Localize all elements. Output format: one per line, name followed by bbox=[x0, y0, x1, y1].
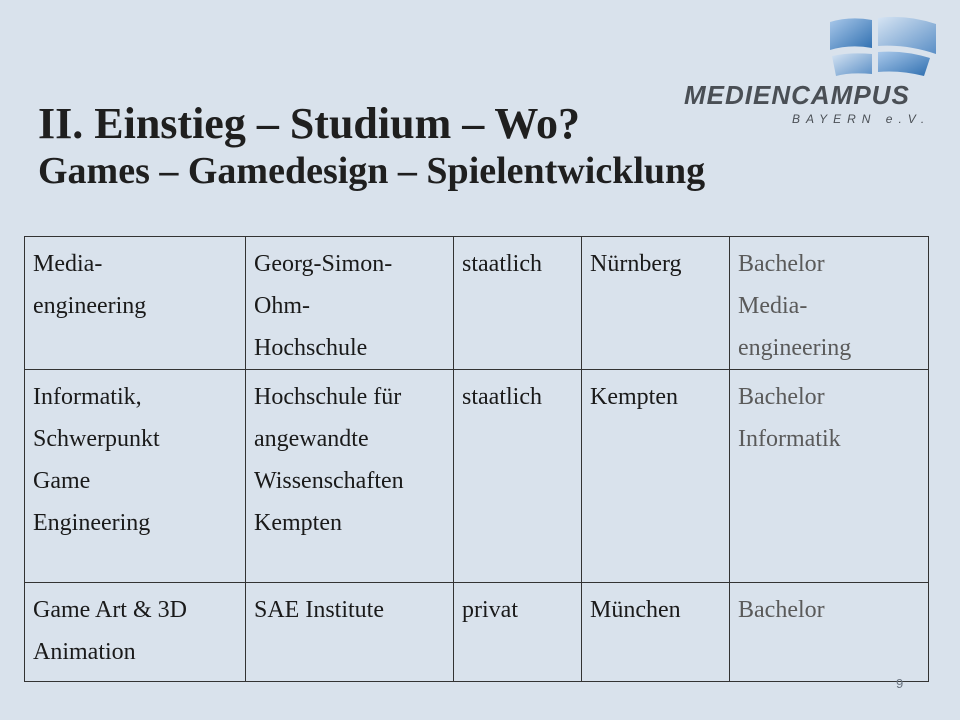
title-line-2: Games – Gamedesign – Spielentwicklung bbox=[38, 150, 706, 193]
cell-line: Wissenschaften bbox=[254, 468, 404, 494]
table-row bbox=[25, 237, 929, 370]
cell-text: staatlich bbox=[462, 384, 542, 410]
cell-line: SAE Institute bbox=[254, 597, 384, 623]
cell-line: engineering bbox=[738, 335, 852, 361]
cell-text: Nürnberg bbox=[590, 251, 682, 277]
program-cell bbox=[25, 237, 246, 370]
cell-text: München bbox=[590, 597, 681, 623]
cell-line: Kempten bbox=[254, 510, 342, 536]
cell-line: Informatik, bbox=[33, 384, 142, 410]
cell-line: Engineering bbox=[33, 510, 151, 536]
type-cell bbox=[454, 237, 582, 370]
cell-line: Schwerpunkt bbox=[33, 426, 160, 452]
city-cell bbox=[582, 583, 730, 682]
programs-table bbox=[24, 236, 929, 682]
title-line-1: II. Einstieg – Studium – Wo? bbox=[38, 99, 581, 148]
degree-cell bbox=[730, 237, 929, 370]
cell-line: Hochschule bbox=[254, 335, 368, 361]
table-row bbox=[25, 583, 929, 682]
program-cell bbox=[25, 370, 246, 583]
cell-text: Kempten bbox=[590, 384, 678, 410]
type-cell bbox=[454, 370, 582, 583]
cell-line: angewandte bbox=[254, 426, 369, 452]
degree-cell bbox=[730, 583, 929, 682]
cell-line: Game bbox=[33, 468, 91, 494]
cell-line: Hochschule für bbox=[254, 384, 402, 410]
cell-line: Bachelor bbox=[738, 384, 825, 410]
mediencampus-logo bbox=[680, 14, 950, 124]
cell-line: Bachelor bbox=[738, 597, 825, 623]
institution-cell bbox=[246, 583, 454, 682]
city-cell bbox=[582, 237, 730, 370]
cell-line: Animation bbox=[33, 639, 136, 665]
city-cell bbox=[582, 370, 730, 583]
cell-line: Media- bbox=[738, 293, 808, 319]
program-cell bbox=[25, 583, 246, 682]
degree-cell bbox=[730, 370, 929, 583]
cell-text: staatlich bbox=[462, 251, 542, 277]
cell-line: Bachelor bbox=[738, 251, 825, 277]
cell-line: Georg-Simon- bbox=[254, 251, 393, 277]
slide-title bbox=[38, 100, 705, 196]
institution-cell bbox=[246, 370, 454, 583]
logo-subtitle: BAYERN e.V. bbox=[792, 112, 931, 126]
page-number: 9 bbox=[896, 676, 904, 691]
cell-line: Media- bbox=[33, 251, 103, 277]
cell-line: Game Art & 3D bbox=[33, 597, 187, 623]
cell-line: engineering bbox=[33, 293, 147, 319]
logo-mark-icon bbox=[820, 14, 945, 80]
cell-line: Ohm- bbox=[254, 293, 310, 319]
institution-cell bbox=[246, 237, 454, 370]
type-cell bbox=[454, 583, 582, 682]
logo-name: MEDIENCAMPUS bbox=[684, 80, 910, 110]
cell-text: privat bbox=[462, 597, 518, 623]
table-row bbox=[25, 370, 929, 583]
cell-line: Informatik bbox=[738, 426, 841, 452]
